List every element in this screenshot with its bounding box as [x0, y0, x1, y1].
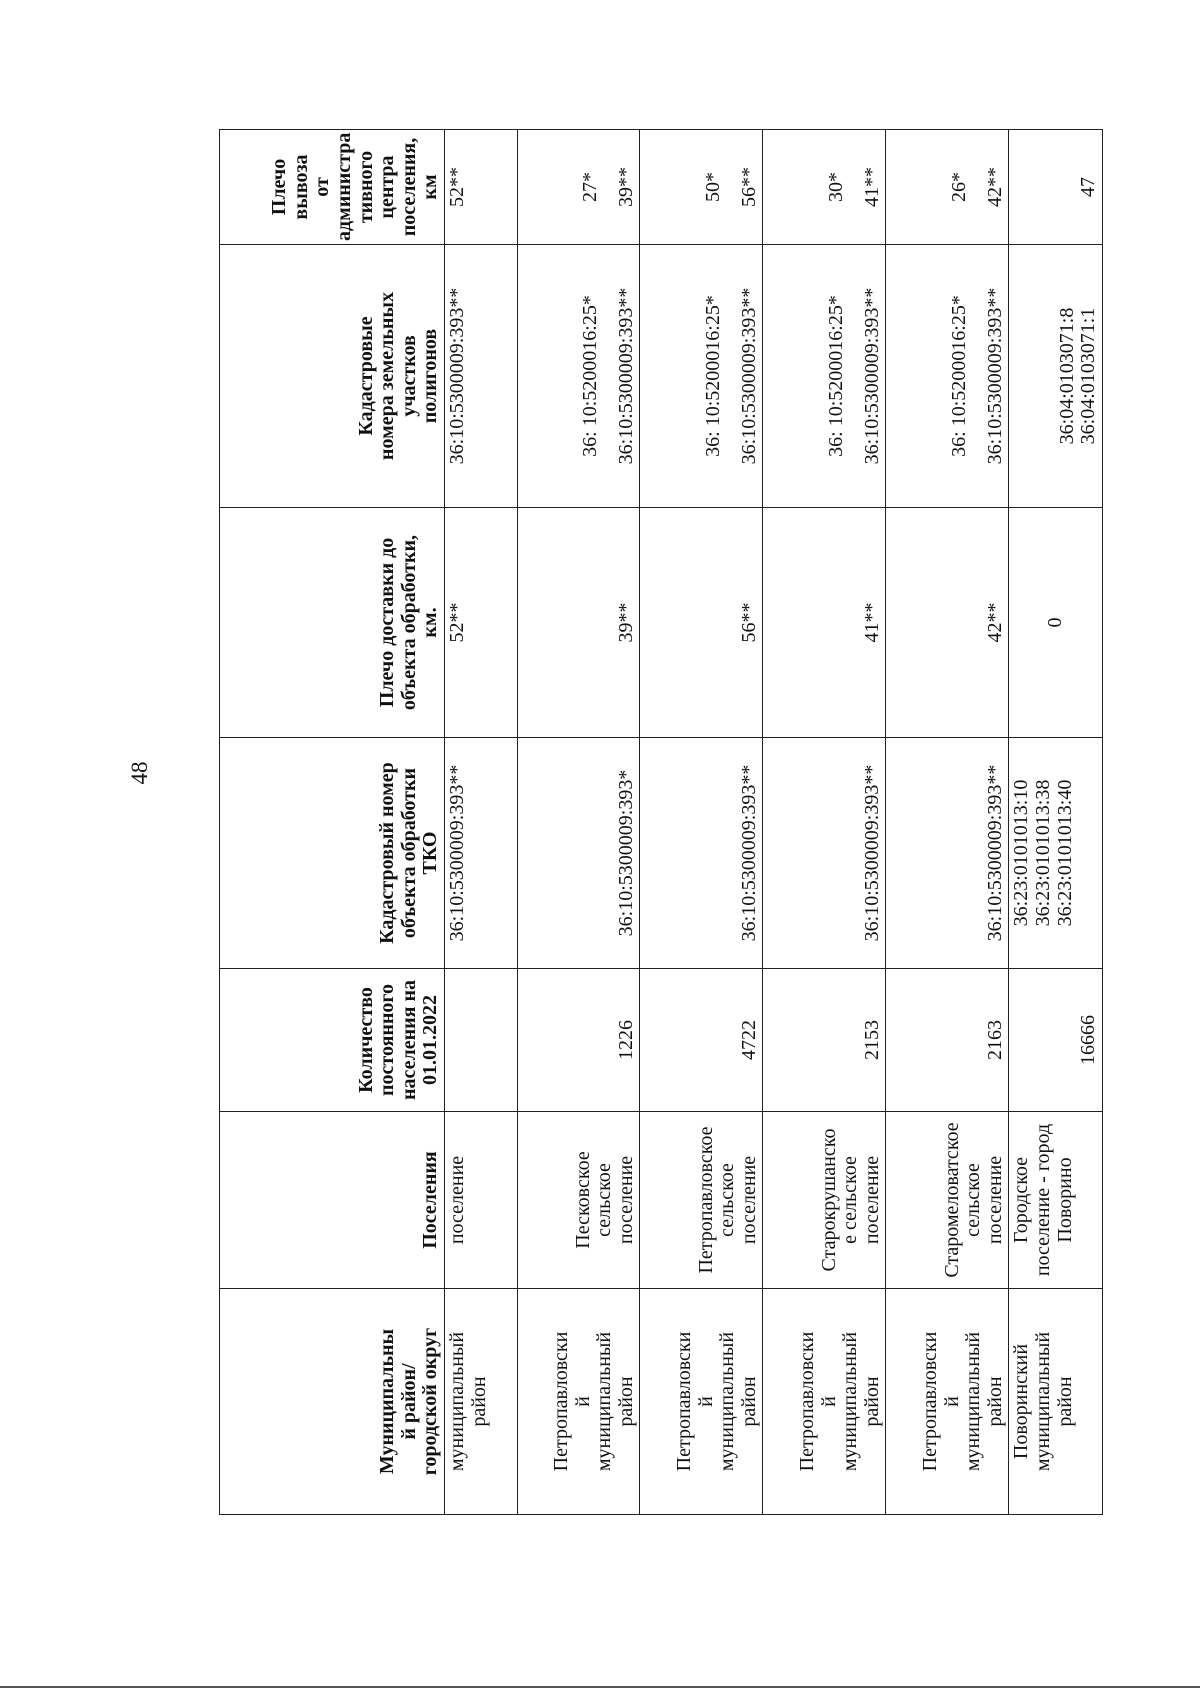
cell-delivery-distance: 42** — [886, 508, 1009, 738]
table-row — [1009, 130, 1103, 1515]
cell-district: Петропавловски й муниципальный район — [640, 1289, 763, 1515]
cell-population — [445, 969, 518, 1112]
rotated-table-sheet — [219, 130, 1103, 1515]
cell-landfill-cadastral: 36:10:5300009:393** — [445, 245, 518, 508]
table-row — [763, 130, 886, 1515]
header-district: Муниципальны й район/ городской округ — [220, 1289, 445, 1515]
cell-settlement: Городское поселение - город Поворино — [1009, 1112, 1103, 1289]
cell-district: Петропавловски й муниципальный район — [763, 1289, 886, 1515]
cell-treatment-cadastral: 36:10:5300009:393** — [445, 738, 518, 969]
cell-delivery-distance: 39** — [517, 508, 640, 738]
cell-landfill-cadastral: 36:04:0103071:8 36:04:0103071:1 — [1009, 245, 1103, 508]
page-number: 48 — [127, 761, 152, 785]
cell-haul-distance: 27* 39** — [517, 130, 640, 245]
table-row — [445, 130, 518, 1515]
cell-haul-distance: 26* 42** — [886, 130, 1009, 245]
header-row — [220, 130, 445, 1515]
cell-settlement: Песковское сельское поселение — [517, 1112, 640, 1289]
cell-landfill-cadastral: 36: 10:5200016:25* 36:10:5300009:393** — [517, 245, 640, 508]
cell-district: Поворинский муниципальный район — [1009, 1289, 1103, 1515]
header-haul-distance: Плечо вывоза от администра тивного центра поселения, км — [220, 130, 445, 245]
cell-haul-distance: 47 — [1009, 130, 1103, 245]
cell-treatment-cadastral: 36:10:5300009:393** — [886, 738, 1009, 969]
cell-settlement: Старомеловатское сельское поселение — [886, 1112, 1009, 1289]
cell-population: 16666 — [1009, 969, 1103, 1112]
cell-settlement: Старокрушанско е сельское поселение — [763, 1112, 886, 1289]
header-settlement: Поселения — [220, 1112, 445, 1289]
cell-population: 1226 — [517, 969, 640, 1112]
cell-district: Петропавловски й муниципальный район — [886, 1289, 1009, 1515]
header-landfill-cadastral: Кадастровые номера земельных участков полигонов — [220, 245, 445, 508]
scan-edge-line — [0, 1686, 1200, 1688]
table-row — [640, 130, 763, 1515]
table-row — [886, 130, 1009, 1515]
cell-settlement: Петропавловское сельское поселение — [640, 1112, 763, 1289]
cell-delivery-distance: 0 — [1009, 508, 1103, 738]
cell-population: 2163 — [886, 969, 1009, 1112]
cell-landfill-cadastral: 36: 10:5200016:25* 36:10:5300009:393** — [640, 245, 763, 508]
waste-transport-table — [219, 129, 1103, 1515]
cell-treatment-cadastral: 36:10:5300009:393* — [517, 738, 640, 969]
cell-delivery-distance: 52** — [445, 508, 518, 738]
cell-settlement: поселение — [445, 1112, 518, 1289]
cell-district: муниципальный район — [445, 1289, 518, 1515]
cell-haul-distance: 30* 41** — [763, 130, 886, 245]
cell-landfill-cadastral: 36: 10:5200016:25* 36:10:5300009:393** — [886, 245, 1009, 508]
header-delivery-distance: Плечо доставки до объекта обработки, км. — [220, 508, 445, 738]
cell-delivery-distance: 41** — [763, 508, 886, 738]
cell-district: Петропавловски й муниципальный район — [517, 1289, 640, 1515]
cell-population: 2153 — [763, 969, 886, 1112]
table-row — [517, 130, 640, 1515]
cell-haul-distance: 50* 56** — [640, 130, 763, 245]
header-treatment-cadastral: Кадастровый номер объекта обработки ТКО — [220, 738, 445, 969]
cell-treatment-cadastral: 36:23:0101013:10 36:23:0101013:38 36:23:0101013:40 — [1009, 738, 1103, 969]
cell-delivery-distance: 56** — [640, 508, 763, 738]
cell-landfill-cadastral: 36: 10:5200016:25* 36:10:5300009:393** — [763, 245, 886, 508]
cell-treatment-cadastral: 36:10:5300009:393** — [640, 738, 763, 969]
cell-haul-distance: 52** — [445, 130, 518, 245]
cell-treatment-cadastral: 36:10:5300009:393** — [763, 738, 886, 969]
cell-population: 4722 — [640, 969, 763, 1112]
header-population: Количество постоянного населения на 01.01.2022 — [220, 969, 445, 1112]
